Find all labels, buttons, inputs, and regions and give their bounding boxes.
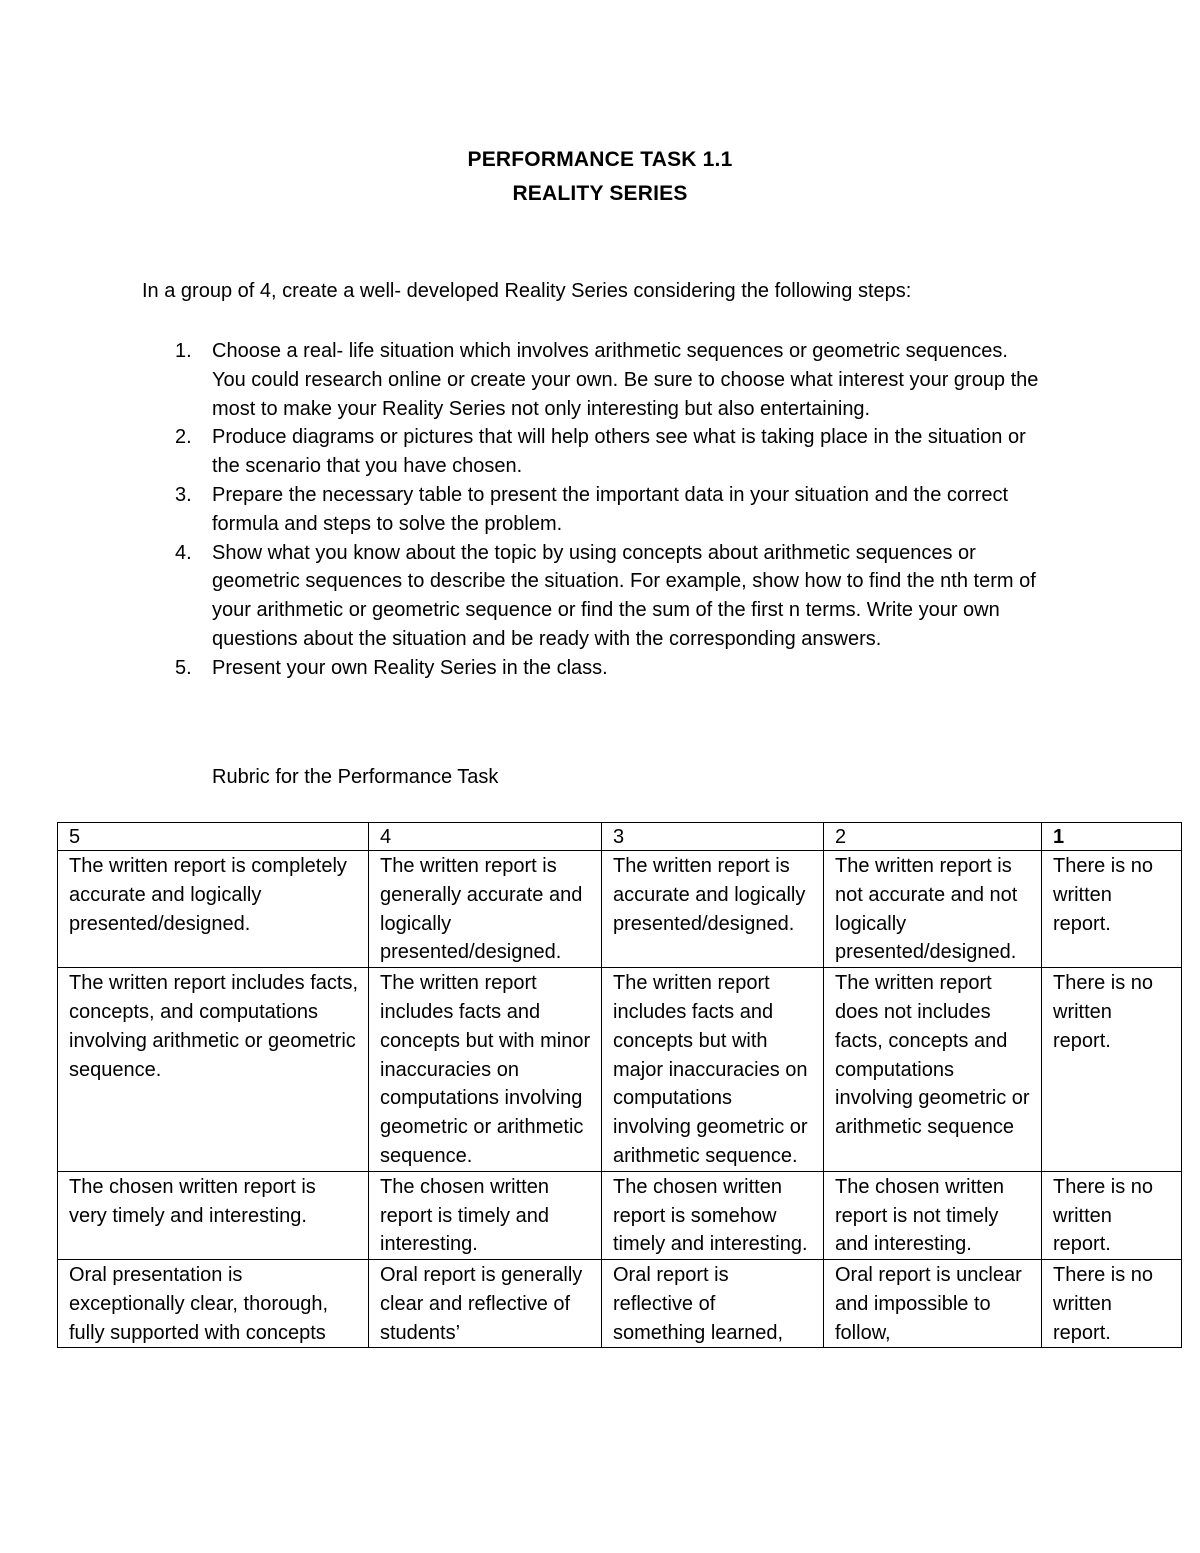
rubric-row-presentation — [58, 1260, 1182, 1348]
steps-list — [171, 337, 1041, 683]
step-text: Choose a real- life situation which involves arithmetic sequences or geometric sequences. You could research online or create your own. Be sure to choose what interest your group the most to make your Reality Series not only interesting but also entertaining. — [212, 340, 1039, 420]
document-title: PERFORMANCE TASK 1.1 — [467, 148, 733, 171]
rubric-row-relevance — [58, 1171, 1182, 1259]
rubric-cell — [602, 1260, 824, 1348]
document-subtitle: REALITY SERIES — [512, 182, 688, 205]
rubric-cell: The written report is generally accurate and logically presented/designed. — [369, 851, 602, 968]
rubric-cell: The written report includes facts, concepts, and computations involving arithmetic or geometric sequence. — [58, 968, 369, 1172]
intro-paragraph: In a group of 4, create a well- developed Reality Series considering the following steps: — [142, 280, 912, 302]
step-number: 5. — [175, 656, 192, 679]
step-item — [171, 654, 1041, 683]
rubric-header-score-2: 2 — [824, 823, 1042, 851]
rubric-cell-text: There is no written report. — [1053, 1264, 1154, 1344]
rubric-header-score-1: 1 — [1042, 823, 1182, 851]
rubric-cell: The written report includes facts and concepts but with minor inaccuracies on computations involving geometric or arithmetic sequence. — [369, 968, 602, 1172]
rubric-cell-text: Oral report is unclear and impossible to follow, — [835, 1264, 1022, 1344]
rubric-cell: The chosen written report is not timely and interesting. — [824, 1171, 1042, 1259]
step-text: Prepare the necessary table to present the important data in your situation and the correct formula and steps to solve the problem. — [212, 483, 1009, 535]
rubric-header-score-5: 5 — [58, 823, 369, 851]
step-text: Show what you know about the topic by using concepts about arithmetic sequences or geometric sequences to describe the situation. For example, show how to find the nth term of your arithmetic or geometric sequence or find the sum of the first n terms. Write your own questions about the situation and be ready with the corresponding answers. — [212, 541, 1036, 650]
rubric-cell: There is no written report. — [1042, 851, 1182, 968]
rubric-cell — [369, 1260, 602, 1348]
step-item — [171, 337, 1041, 423]
rubric-caption: Rubric for the Performance Task — [212, 766, 499, 788]
rubric-cell: The written report is not accurate and not logically presented/designed. — [824, 851, 1042, 968]
rubric-cell: The chosen written report is somehow timely and interesting. — [602, 1171, 824, 1259]
rubric-cell — [1042, 1260, 1182, 1348]
rubric-cell: The chosen written report is timely and interesting. — [369, 1171, 602, 1259]
rubric-header-score-3: 3 — [602, 823, 824, 851]
rubric-row-content — [58, 968, 1182, 1172]
rubric-row-accuracy — [58, 851, 1182, 968]
rubric-cell: The chosen written report is very timely and interesting. — [58, 1171, 369, 1259]
rubric-cell — [58, 1260, 369, 1348]
rubric-table — [57, 822, 1182, 1348]
rubric-cell: There is no written report. — [1042, 1171, 1182, 1259]
rubric-header-score-4: 4 — [369, 823, 602, 851]
rubric-cell: The written report is completely accurate and logically presented/designed. — [58, 851, 369, 968]
step-number: 1. — [175, 340, 192, 362]
step-item — [171, 539, 1041, 654]
rubric-cell: The written report includes facts and concepts but with major inaccuracies on computations involving geometric or arithmetic sequence. — [602, 968, 824, 1172]
step-text: Present your own Reality Series in the class. — [212, 656, 608, 679]
rubric-header-row — [58, 823, 1182, 851]
rubric-cell: The written report is accurate and logically presented/designed. — [602, 851, 824, 968]
step-text: Produce diagrams or pictures that will help others see what is taking place in the situation or the scenario that you have chosen. — [212, 426, 1026, 478]
step-number: 2. — [175, 426, 192, 449]
step-item — [171, 481, 1041, 539]
rubric-cell: The written report does not includes facts, concepts and computations involving geometric or arithmetic sequence — [824, 968, 1042, 1172]
rubric-cell-text: Oral presentation is exceptionally clear, thorough, fully supported with concepts — [69, 1264, 329, 1344]
rubric-cell: There is no written report. — [1042, 968, 1182, 1172]
step-number: 4. — [175, 541, 192, 564]
step-number: 3. — [175, 483, 192, 506]
rubric-cell — [824, 1260, 1042, 1348]
rubric-cell-text: Oral report is generally clear and reflective of students’ — [380, 1264, 583, 1344]
rubric-cell-text: Oral report is reflective of something learned, — [613, 1264, 784, 1344]
step-item — [171, 423, 1041, 481]
